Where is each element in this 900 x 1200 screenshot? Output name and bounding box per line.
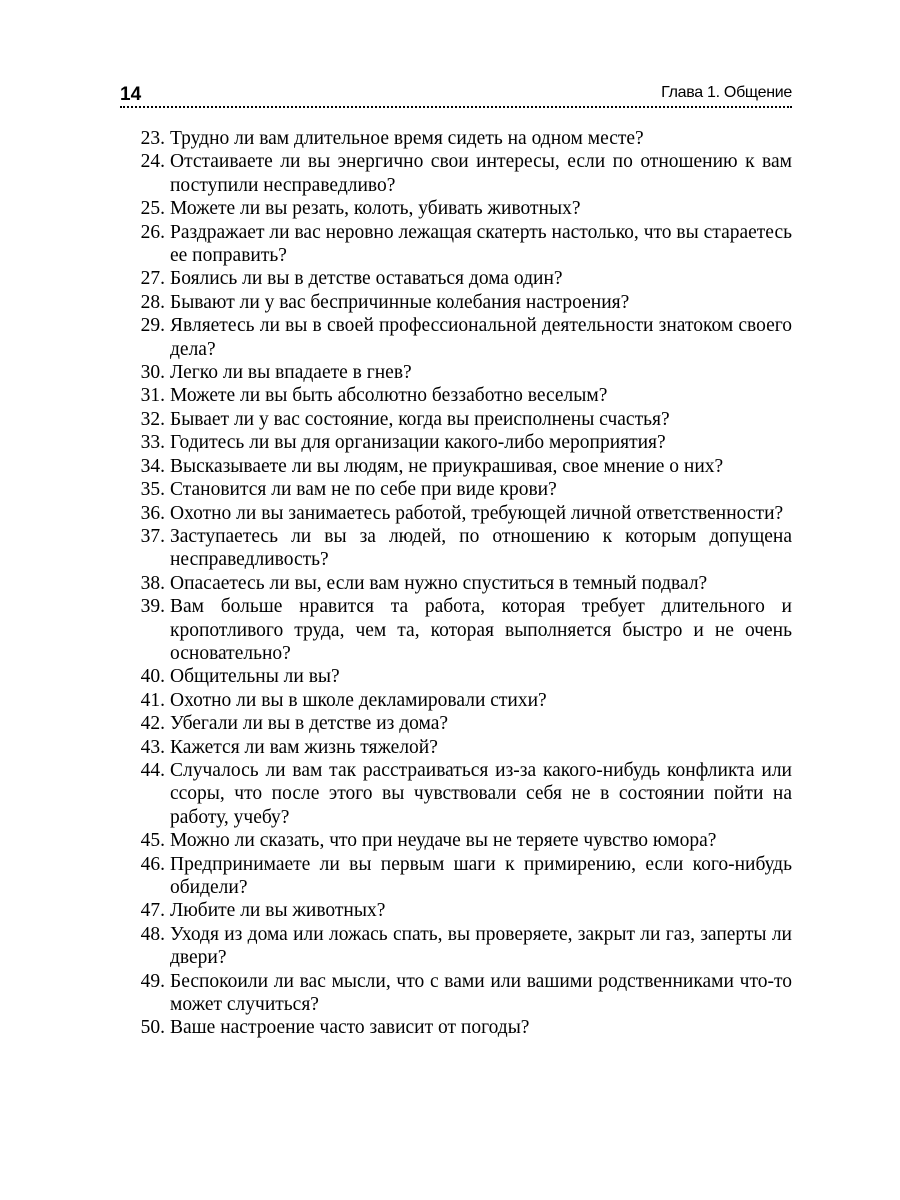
page-header <box>120 78 792 108</box>
question-text: Случалось ли вам так расстраиваться из-за какого-нибудь конфликта или ссоры, что после этого вы чувствовали себя не в состоянии пойти на работу, учебу? <box>170 759 792 828</box>
question-text: Можете ли вы быть абсолютно беззаботно веселым? <box>170 385 608 407</box>
question-text: Годитесь ли вы для организации какого-либо мероприятия? <box>170 432 666 454</box>
question-text: Опасаетесь ли вы, если вам нужно спуститься в темный подвал? <box>170 572 708 594</box>
question-text: Общительны ли вы? <box>170 666 340 688</box>
question-item <box>120 525 792 572</box>
question-text: Беспокоили ли вас мысли, что с вами или вашими родственниками что-то может случиться? <box>170 970 792 1016</box>
question-item <box>120 712 792 735</box>
question-item <box>120 361 792 384</box>
question-item <box>120 502 792 525</box>
question-item <box>120 455 792 478</box>
question-item <box>120 853 792 900</box>
question-text: Вам больше нравится та работа, которая требует длительного и кропотливого труда, чем та, которая выполняется быстро и не очень основательно? <box>170 596 792 664</box>
question-text: Кажется ли вам жизнь тяжелой? <box>170 736 438 758</box>
question-text: Боялись ли вы в детстве оставаться дома один? <box>170 268 563 290</box>
question-text: Ваше настроение часто зависит от погоды? <box>170 1017 530 1039</box>
question-item <box>120 759 792 829</box>
question-number: 40. <box>140 666 165 688</box>
question-number: 32. <box>140 408 165 430</box>
question-text: Высказываете ли вы людям, не приукрашивая, свое мнение о них? <box>170 455 724 477</box>
question-item <box>120 899 792 922</box>
question-item <box>120 408 792 431</box>
question-item <box>120 572 792 595</box>
question-text: Любите ли вы животных? <box>170 900 386 922</box>
page-number: 14 <box>120 84 142 105</box>
question-number: 44. <box>140 759 165 781</box>
question-number: 26. <box>140 221 165 243</box>
question-text: Можете ли вы резать, колоть, убивать животных? <box>170 198 581 220</box>
question-item <box>120 829 792 852</box>
question-item <box>120 267 792 290</box>
question-number: 35. <box>140 479 165 501</box>
question-number: 43. <box>140 736 165 758</box>
question-text: Отстаиваете ли вы энергично свои интересы, если по отношению к вам поступили несправедливо? <box>170 151 792 196</box>
question-text: Являетесь ли вы в своей профессиональной деятельности знатоком своего дела? <box>170 315 792 360</box>
question-number: 28. <box>140 291 165 313</box>
question-number: 25. <box>140 198 165 220</box>
question-item <box>120 736 792 759</box>
question-number: 27. <box>140 268 165 290</box>
question-text: Легко ли вы впадаете в гнев? <box>170 362 412 384</box>
chapter-running-head: Глава 1. Общение <box>661 84 792 101</box>
question-text: Уходя из дома или ложась спать, вы проверяете, закрыт ли газ, заперты ли двери? <box>170 923 792 969</box>
question-number: 33. <box>140 432 165 454</box>
question-number: 47. <box>140 900 165 922</box>
question-number: 31. <box>140 385 165 407</box>
question-item <box>120 384 792 407</box>
question-number: 37. <box>140 525 165 547</box>
question-item <box>120 314 792 361</box>
question-text: Бывает ли у вас состояние, когда вы преисполнены счастья? <box>170 408 670 430</box>
question-text: Становится ли вам не по себе при виде крови? <box>170 479 557 501</box>
question-item <box>120 431 792 454</box>
question-item <box>120 689 792 712</box>
question-text: Заступаетесь ли вы за людей, по отношению к которым допущена несправедливость? <box>170 525 792 571</box>
question-item <box>120 970 792 1017</box>
question-list <box>120 127 792 1040</box>
question-number: 41. <box>140 689 165 711</box>
question-number: 36. <box>140 502 165 524</box>
question-item <box>120 595 792 665</box>
question-number: 34. <box>140 455 165 477</box>
question-number: 49. <box>140 970 165 992</box>
question-item <box>120 478 792 501</box>
question-number: 24. <box>140 151 165 173</box>
question-number: 23. <box>140 128 165 149</box>
question-text: Охотно ли вы в школе декламировали стихи? <box>170 689 547 711</box>
question-item <box>120 1016 792 1039</box>
question-number: 30. <box>140 362 165 384</box>
question-item <box>120 221 792 268</box>
question-text: Можно ли сказать, что при неудаче вы не теряете чувство юмора? <box>170 830 717 852</box>
question-item <box>120 127 792 150</box>
question-number: 39. <box>140 596 165 618</box>
question-number: 50. <box>140 1017 165 1039</box>
question-text: Предпринимаете ли вы первым шаги к примирению, если кого-нибудь обидели? <box>170 853 792 898</box>
question-number: 38. <box>140 572 165 594</box>
question-text: Бывают ли у вас беспричинные колебания настроения? <box>170 291 630 313</box>
question-text: Раздражает ли вас неровно лежащая скатерть настолько, что вы стараетесь ее поправить? <box>170 221 792 267</box>
question-item <box>120 291 792 314</box>
question-item <box>120 150 792 197</box>
question-item <box>120 923 792 970</box>
question-number: 42. <box>140 713 165 735</box>
question-text: Убегали ли вы в детстве из дома? <box>170 713 449 735</box>
question-text: Трудно ли вам длительное время сидеть на одном месте? <box>170 128 644 149</box>
question-number: 48. <box>140 923 165 945</box>
question-item <box>120 197 792 220</box>
question-item <box>120 665 792 688</box>
question-number: 45. <box>140 830 165 852</box>
question-number: 29. <box>140 315 165 337</box>
question-number: 46. <box>140 853 165 875</box>
question-text: Охотно ли вы занимаетесь работой, требующей личной ответственности? <box>170 502 784 524</box>
